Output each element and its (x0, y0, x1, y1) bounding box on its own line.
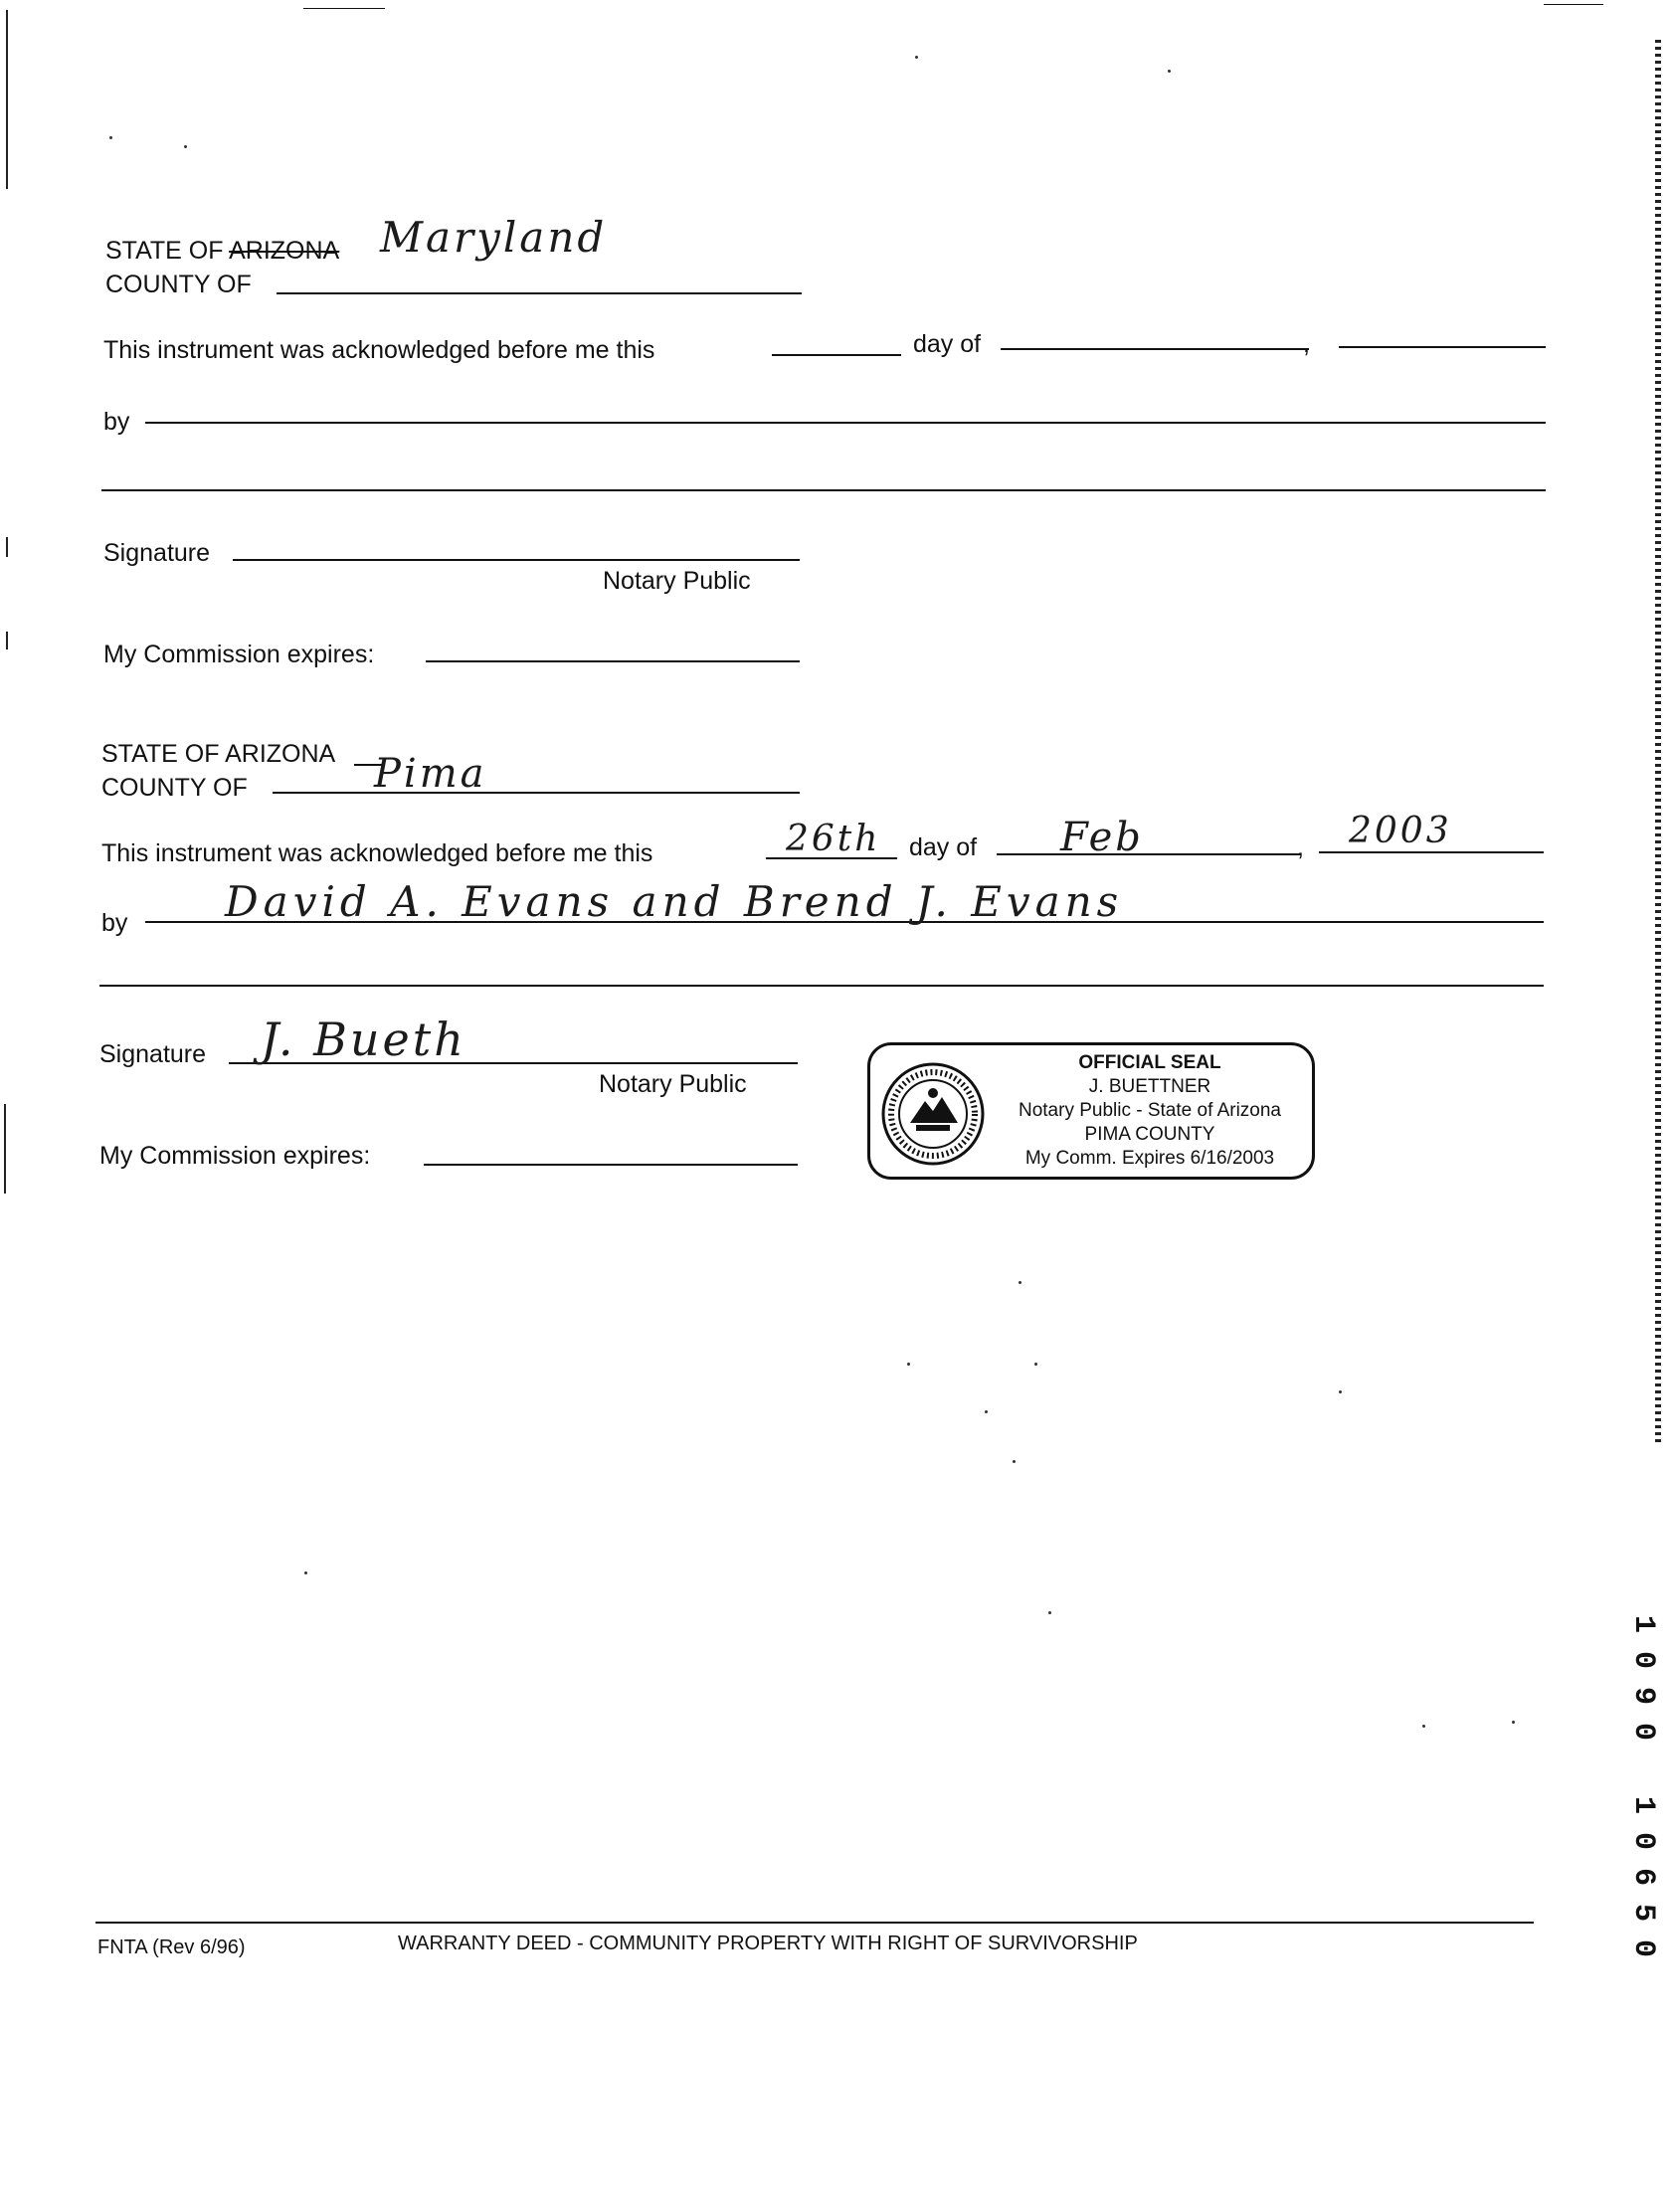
block2-signature-label: Signature (99, 1040, 207, 1068)
scan-speck (985, 1410, 988, 1413)
block1-year-line (1339, 346, 1546, 348)
scan-speck (1019, 1281, 1021, 1284)
right-margin-perforation (1655, 40, 1661, 1442)
block1-by-label: by (103, 408, 130, 436)
block1-day-line (772, 354, 901, 356)
top-right-edge-mark (1544, 4, 1603, 5)
block1-state-handwritten: Maryland (380, 213, 608, 262)
state-seal-emblem-icon (880, 1061, 986, 1167)
seal-notary-name: J. BUETTNER (1088, 1076, 1211, 1097)
scan-speck (1339, 1390, 1342, 1393)
block2-month-line (997, 853, 1301, 855)
seal-notary-state: Notary Public - State of Arizona (1018, 1100, 1281, 1121)
left-margin-mark (4, 1104, 6, 1194)
block1-county-line (277, 292, 802, 294)
block2-notary-label: Notary Public (599, 1070, 747, 1098)
block1-signature-line (233, 559, 800, 561)
block2-by-line-2 (99, 985, 1544, 987)
block2-commission-label: My Commission expires: (99, 1142, 371, 1170)
block1-by-line (145, 422, 1546, 424)
block2-names-handwritten: David A. Evans and Brend J. Evans (225, 877, 1124, 926)
seal-expiration: My Comm. Expires 6/16/2003 (1024, 1148, 1275, 1169)
block1-comma: , (1303, 330, 1310, 358)
block2-county-label: COUNTY OF (101, 774, 248, 802)
block1-commission-label: My Commission expires: (103, 641, 375, 668)
block2-by-label: by (101, 909, 128, 937)
margin-stamp-lower-text: 1 0 6 5 0 (1626, 1795, 1660, 1958)
block2-county-line (273, 792, 800, 794)
official-seal (867, 1042, 1315, 1180)
margin-stamp-lower (1621, 1790, 1665, 1969)
block1-month-line (1001, 348, 1309, 350)
block2-county-handwritten: Pima (374, 751, 487, 797)
block1-county-label: COUNTY OF (105, 271, 252, 298)
scan-speck (1034, 1363, 1037, 1366)
block2-comma: , (1297, 833, 1304, 861)
block1-ack-text: This instrument was acknowledged before me this (103, 336, 655, 364)
block2-commission-line (424, 1164, 798, 1166)
notary-signature: J. Bueth (261, 1013, 466, 1066)
block2-day-of: day of (909, 833, 978, 861)
scan-speck (304, 1571, 307, 1574)
scan-speck (1168, 70, 1171, 73)
left-margin-mark (6, 632, 8, 649)
left-margin-mark (6, 10, 8, 189)
scan-speck (915, 56, 918, 59)
scan-speck (907, 1363, 910, 1366)
block2-ack-text: This instrument was acknowledged before me this (101, 839, 653, 867)
block1-signature-label: Signature (103, 539, 211, 567)
margin-stamp-upper-text: 1 0 9 0 (1626, 1614, 1660, 1742)
block1-commission-line (426, 660, 800, 662)
block1-state-label (105, 239, 339, 264)
scan-speck (1512, 1721, 1515, 1724)
block2-month-handwritten: Feb (1060, 815, 1144, 860)
state-of-label: STATE OF (105, 237, 224, 265)
form-id: FNTA (Rev 6/96) (97, 1936, 246, 1958)
block1-day-of: day of (913, 330, 982, 358)
scan-speck (184, 145, 187, 148)
left-margin-mark (6, 537, 8, 557)
block2-day-handwritten: 26th (786, 819, 881, 859)
margin-stamp-upper (1621, 1601, 1665, 1760)
block2-state-label: STATE OF ARIZONA (101, 740, 336, 768)
block1-notary-label: Notary Public (603, 567, 751, 595)
state-struck-text: ARIZONA (229, 237, 340, 265)
scan-speck (1013, 1460, 1016, 1463)
footer-rule (95, 1922, 1534, 1924)
block2-year-handwritten: 2003 (1349, 811, 1452, 851)
scan-speck (1422, 1725, 1425, 1728)
footer-title: WARRANTY DEED - COMMUNITY PROPERTY WITH RIGHT OF SURVIVORSHIP (398, 1933, 1138, 1954)
seal-county: PIMA COUNTY (1084, 1124, 1215, 1145)
scan-speck (1048, 1611, 1051, 1614)
seal-title: OFFICIAL SEAL (1078, 1052, 1221, 1073)
block1-by-line-2 (101, 489, 1546, 491)
top-edge-mark (303, 8, 385, 9)
block2-year-line (1319, 851, 1544, 853)
scan-speck (109, 136, 112, 139)
